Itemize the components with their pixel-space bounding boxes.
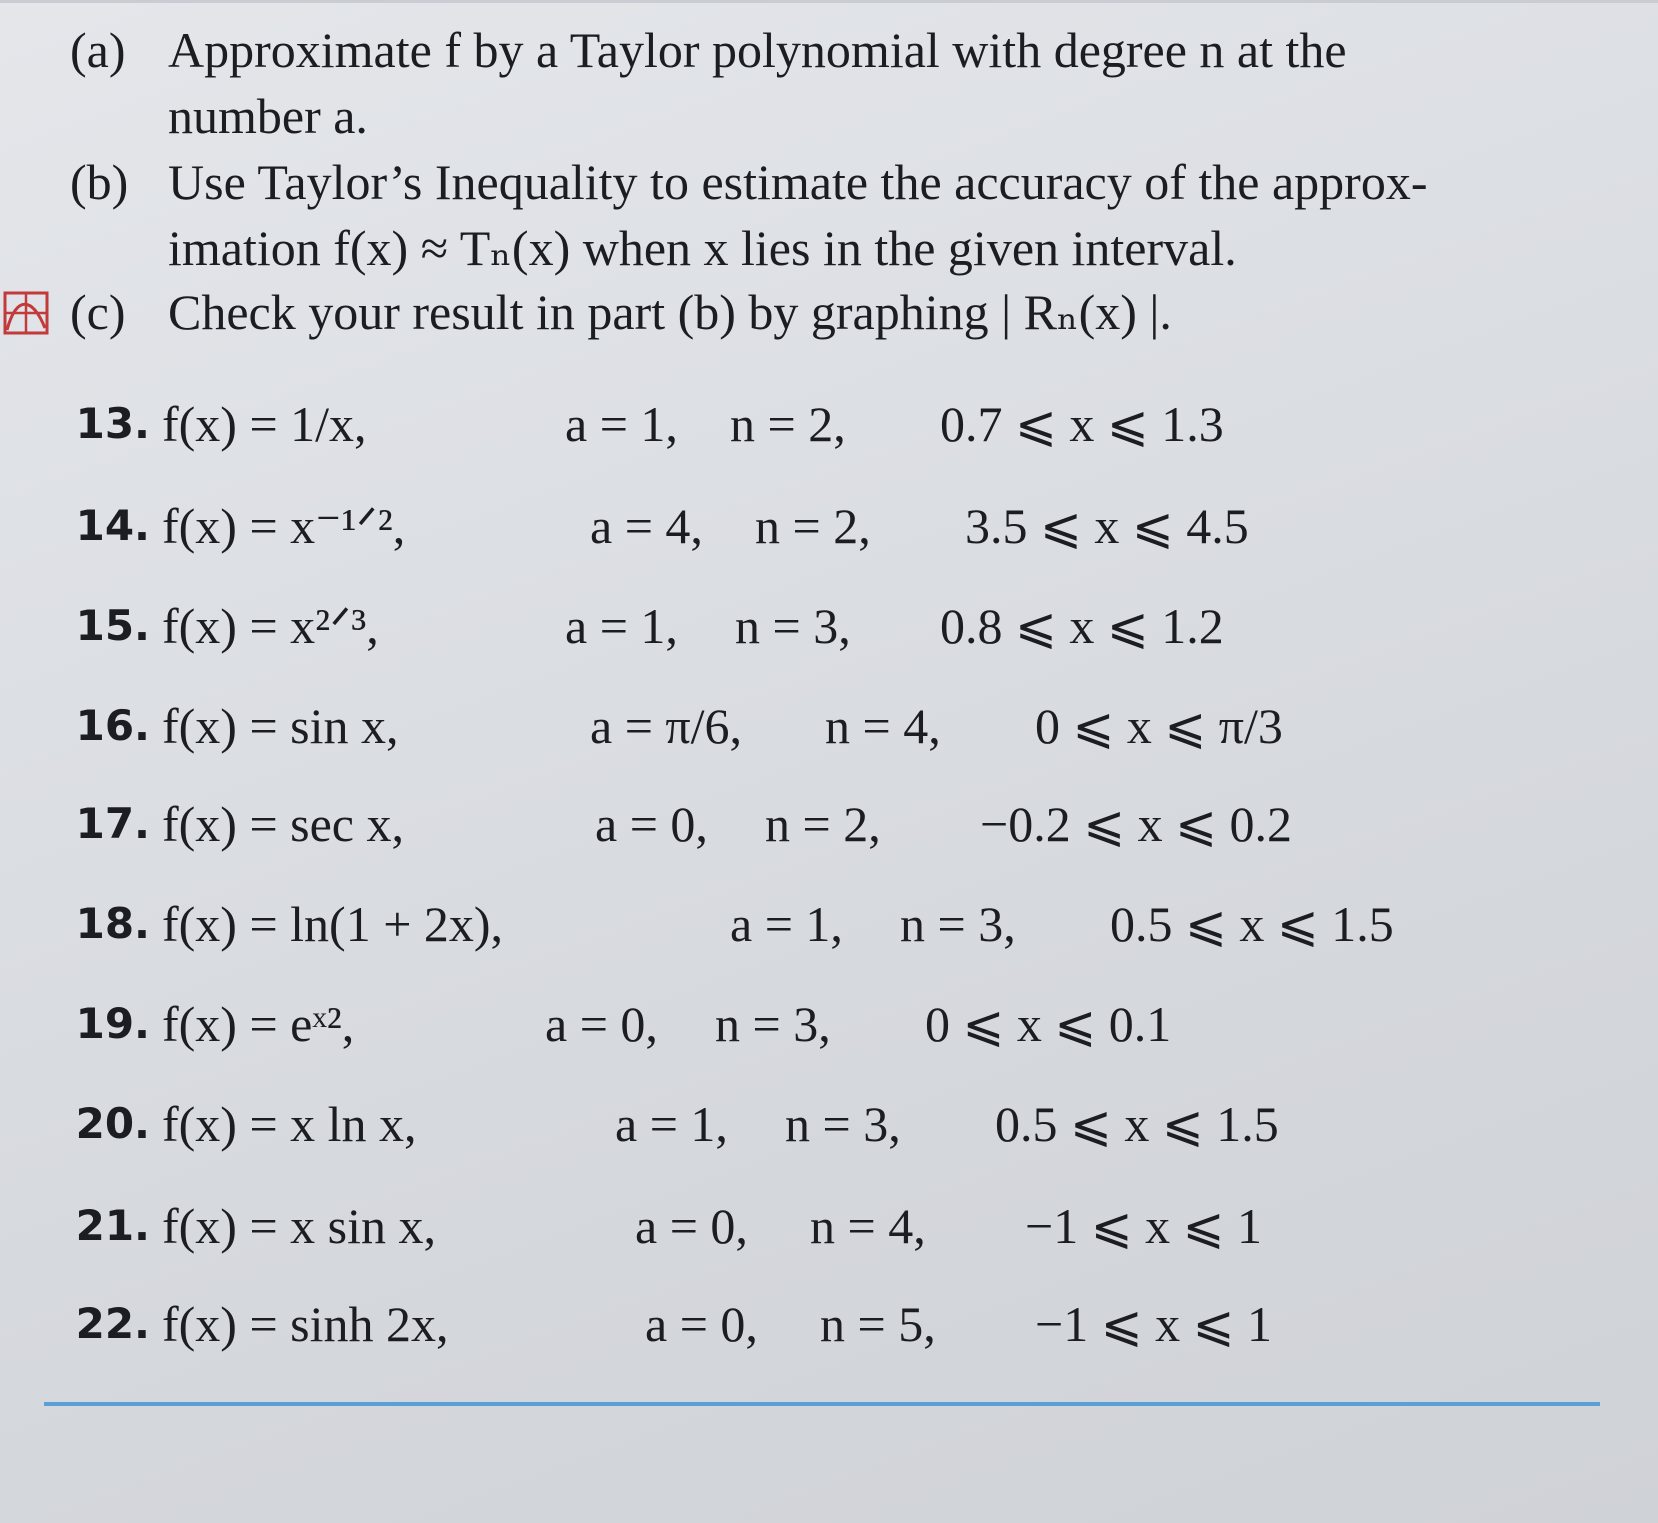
exercise-degree: n = 3, [715,996,831,1052]
exercise-14 [50,492,1610,560]
exercise-number: 21. [75,1201,150,1250]
exercise-19 [50,990,1610,1058]
exercise-function: f(x) = sin x, [162,698,399,754]
top-divider [0,0,1658,3]
exercise-interval: 0.5 ⩽ x ⩽ 1.5 [995,1096,1279,1152]
exercise-number: 20. [75,1099,150,1148]
exercise-interval: 0.8 ⩽ x ⩽ 1.2 [940,598,1224,654]
exercise-18 [50,890,1610,958]
instruction-a-label: (a) [70,22,126,78]
exercise-center: a = 1, [565,598,678,654]
exercise-number: 17. [75,799,150,848]
exercise-number: 14. [75,501,150,550]
exercise-number: 15. [75,601,150,650]
exercise-function: f(x) = x²ᐟ³, [162,598,379,654]
exercise-center: a = 4, [590,498,703,554]
instruction-b-line-1: Use Taylor’s Inequality to estimate the accuracy of the approx- [168,154,1428,210]
exercise-17 [50,790,1610,858]
exercise-center: a = 0, [545,996,658,1052]
exercise-degree: n = 3, [785,1096,901,1152]
exercise-20 [50,1090,1610,1158]
exercise-21 [50,1192,1610,1260]
exercise-number: 13. [75,399,150,448]
exercise-function: f(x) = x sin x, [162,1198,436,1254]
exercise-interval: 0 ⩽ x ⩽ π/3 [1035,698,1283,754]
exercise-degree: n = 2, [730,396,846,452]
exercise-function: f(x) = sec x, [162,796,404,852]
exercise-degree: n = 4, [825,698,941,754]
exercise-number: 22. [75,1299,150,1348]
exercise-center: a = 0, [635,1198,748,1254]
exercise-number: 16. [75,701,150,750]
bottom-divider [44,1402,1600,1406]
exercise-number: 19. [75,999,150,1048]
exercise-degree: n = 3, [900,896,1016,952]
exercise-degree: n = 3, [735,598,851,654]
exercise-interval: −1 ⩽ x ⩽ 1 [1025,1198,1262,1254]
exercise-interval: −0.2 ⩽ x ⩽ 0.2 [980,796,1292,852]
exercise-center: a = π/6, [590,698,743,754]
exercise-center: a = 1, [615,1096,728,1152]
instruction-b-line-2: imation f(x) ≈ Tₙ(x) when x lies in the given interval. [168,220,1237,276]
exercise-interval: 3.5 ⩽ x ⩽ 4.5 [965,498,1249,554]
exercise-15 [50,592,1610,660]
exercise-function: f(x) = ln(1 + 2x), [162,896,504,952]
exercise-center: a = 1, [565,396,678,452]
exercise-degree: n = 5, [820,1296,936,1352]
exercise-number: 18. [75,899,150,948]
instruction-c-line-1: Check your result in part (b) by graphing | Rₙ(x) |. [168,284,1172,340]
exercise-function: f(x) = x⁻¹ᐟ², [162,498,406,554]
exercise-degree: n = 2, [755,498,871,554]
instruction-a-line-2: number a. [168,88,368,144]
exercise-function: f(x) = eˣ², [162,996,355,1052]
exercise-22 [50,1290,1610,1358]
exercise-interval: 0.5 ⩽ x ⩽ 1.5 [1110,896,1394,952]
exercise-16 [50,692,1610,760]
exercise-function: f(x) = sinh 2x, [162,1296,449,1352]
exercise-degree: n = 2, [765,796,881,852]
exercise-degree: n = 4, [810,1198,926,1254]
instruction-b-label: (b) [70,154,129,210]
instruction-c-label: (c) [70,284,126,340]
exercise-center: a = 0, [595,796,708,852]
exercise-function: f(x) = 1/x, [162,396,367,452]
graphing-calculator-icon [2,290,50,336]
exercise-interval: −1 ⩽ x ⩽ 1 [1035,1296,1272,1352]
exercise-function: f(x) = x ln x, [162,1096,417,1152]
exercise-center: a = 1, [730,896,843,952]
exercise-center: a = 0, [645,1296,758,1352]
exercise-interval: 0 ⩽ x ⩽ 0.1 [925,996,1172,1052]
exercise-interval: 0.7 ⩽ x ⩽ 1.3 [940,396,1224,452]
exercise-13 [50,390,1610,458]
instruction-a-line-1: Approximate f by a Taylor polynomial with degree n at the [168,22,1347,78]
